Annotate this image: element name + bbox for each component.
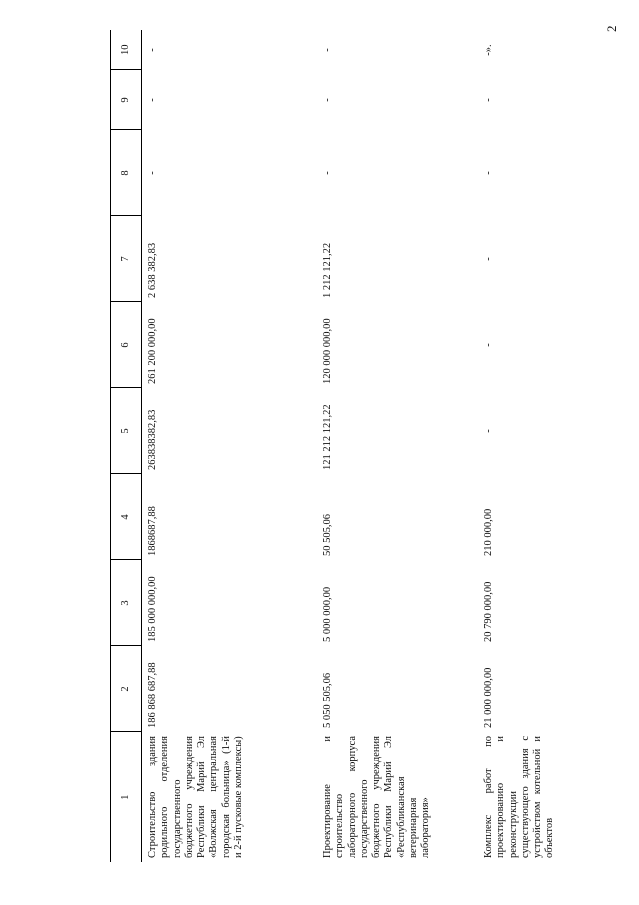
header-col-8: 8 [111, 130, 142, 216]
cell-col-3: 20 790 000,00 [483, 581, 494, 642]
budget-table [110, 30, 603, 862]
cell-col-3: 185 000 000,00 [147, 576, 158, 642]
cell-col-8: - [483, 171, 494, 175]
header-col-1: 1 [119, 794, 131, 800]
cell-col-2: 186 868 687,88 [147, 662, 158, 728]
cell-col-2: 5 050 505,06 [322, 672, 333, 728]
row-name: Проектирование и строительство лабораторного корпуса государственного бюджетного учреждения Республики Марий Эл «Республиканская ветеринарная лаборатория» [322, 736, 432, 858]
cell-col-5: 121 212 121,22 [322, 404, 333, 470]
cell-col-10: -». [483, 44, 494, 56]
cell-col-9: - [147, 98, 158, 102]
cell-col-2: 21 000 000,00 [483, 667, 494, 728]
cell-col-6: - [483, 343, 494, 347]
header-col-6: 6 [111, 302, 142, 388]
cell-col-5: 263838382,83 [147, 409, 158, 470]
cell-col-10: - [322, 48, 333, 52]
cell-col-5: - [483, 429, 494, 433]
header-col-7: 7 [111, 216, 142, 302]
cell-col-4: 1868687,88 [147, 506, 158, 556]
header-col-3: 3 [111, 560, 142, 646]
row-name: Строительство здания родильного отделения государственного бюджетного учреждения Республики Марий Эл «Волжская центральная городская больница» (1-й и 2-й пусковые комплексы) [147, 736, 245, 858]
cell-col-6: 261 200 000,00 [147, 318, 158, 384]
cell-col-9: - [322, 98, 333, 102]
header-col-4: 4 [111, 474, 142, 560]
header-col-10: 10 [111, 30, 142, 70]
cell-col-8: - [147, 171, 158, 175]
rotated-table-container [110, 30, 585, 862]
cell-col-4: 210 000,00 [483, 508, 494, 556]
cell-col-9: - [483, 98, 494, 102]
header-col-9: 9 [111, 70, 142, 130]
cell-col-8: - [322, 171, 333, 175]
cell-col-6: 120 000 000,00 [322, 318, 333, 384]
header-row [111, 30, 142, 862]
header-col-2: 2 [111, 646, 142, 732]
table-row [478, 30, 603, 862]
row-name: Комплекс работ по проектированию и реконструкции существующего здания с устройством котельной и объектов [483, 736, 556, 858]
cell-col-7: 2 638 382,83 [147, 242, 158, 298]
cell-col-3: 5 000 000,00 [322, 586, 333, 642]
header-col-5: 5 [111, 388, 142, 474]
page-number: 2 [604, 25, 619, 32]
table-row [142, 30, 318, 862]
cell-col-10: - [147, 48, 158, 52]
table-row [317, 30, 478, 862]
cell-col-4: 50 505,06 [322, 514, 333, 556]
cell-col-7: 1 212 121,22 [322, 242, 333, 298]
cell-col-7: - [483, 257, 494, 261]
